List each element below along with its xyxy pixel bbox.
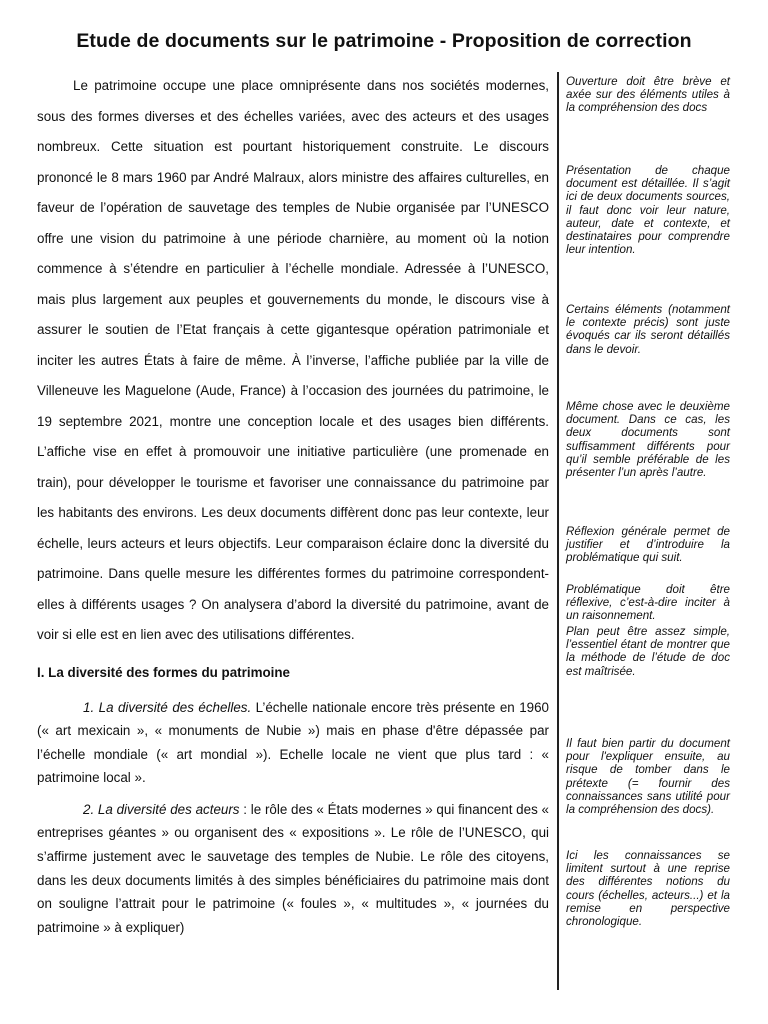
column-divider xyxy=(557,72,559,990)
margin-note: Ouverture doit être brève et axée sur des éléments utiles à la compréhension des docs xyxy=(566,75,730,115)
margin-note: Même chose avec le deuxième document. Dans ce cas, les deux documents sont suffisamment différents pour qu’il semble préférable de les présenter l’un après l’autre. xyxy=(566,400,730,480)
margin-note: Réflexion générale permet de justifier et d’introduire la problématique qui suit. xyxy=(566,525,730,565)
document-title: Etude de documents sur le patrimoine - Proposition de correction xyxy=(76,30,692,52)
margin-note: Certains éléments (notamment le contexte précis) sont juste évoqués car ils seront détaillés dans le devoir. xyxy=(566,303,730,356)
margin-note: Ici les connaissances se limitent surtout à une reprise des différentes notions du cours (échelles, acteurs...) et la remise en perspective chronologique. xyxy=(566,849,730,929)
introduction-paragraph: Le patrimoine occupe une place omniprésente dans nos sociétés modernes, sous des formes diverses et des échelles variées, avec des acteurs et des usages nombreux. Cette situation est pourtant historiquement construite. Le discours prononcé le 8 mars 1960 par André Malraux, alors ministre des affaires culturelles, en faveur de l’opération de sauvetage des temples de Nubie organisée par l’UNESCO offre une vision du patrimoine à une période charnière, au moment où la notion commence à s’étendre en particulier à l’échelle mondiale. Adressée à l’UNESCO, mais plus largement aux peuples et gouvernements du monde, le discours vise à assurer le soutien de l’Etat français à cette gigantesque opération patrimoniale et inciter les autres États à faire de même. À l’inverse, l’affiche publiée par la ville de Villeneuve les Maguelone (Aude, France) à l’occasion des journées du patrimoine, le 19 septembre 2021, montre une conception locale et des usages bien différents. L’affiche vise en effet à promouvoir une initiative particulière (une promenade en train), pour développer le tourisme et favoriser une connaissance du patrimoine par les habitants des environs. Les deux documents diffèrent donc pas leur contexte, leur échelle, leurs acteurs et leurs objectifs. Leur comparaison éclaire donc la diversité du patrimoine. Dans quelle mesure les différentes formes du patrimoine correspondent-elles à différents usages ? On analysera d’abord la diversité du patrimoine, avant de voir si elle est en lien avec des utilisations différentes. xyxy=(37,78,549,642)
margin-note: Plan peut être assez simple, l’essentiel étant de montrer que la méthode de l’étude de doc est maîtrisée. xyxy=(566,625,730,678)
margin-note: Présentation de chaque document est détaillée. Il s’agit ici de deux documents sources, il faut donc voir leur nature, auteur, date et contexte, et destinataires pour comprendre leur intention. xyxy=(566,164,730,257)
subsection-actors-text: : le rôle des « États modernes » qui financent des « entreprises géantes » ou organisent des « expositions ». Le rôle de l’UNESCO, qui s’affirme justement avec le sauvetage des temples de Nubie. Le rôle des citoyens, dans les deux documents limités à des simples bénéficiaires du patrimoine mais dont on souligne l’attrait pour le patrimoine (« foules », « multitudes », « journées du patrimoine » à expliquer) xyxy=(37,801,549,935)
subsection-actors xyxy=(37,798,549,940)
margin-note: Problématique doit être réflexive, c’est-à-dire inciter à un raisonnement. xyxy=(566,583,730,623)
section-heading: I. La diversité des formes du patrimoine xyxy=(37,664,291,680)
margin-note: Il faut bien partir du document pour l'expliquer ensuite, au risque de tomber dans le prétexte (= fournir des connaissances sans utilité pour la compréhension des docs). xyxy=(566,737,730,817)
subsection-scales xyxy=(37,696,549,790)
subsection-scales-title: 1. La diversité des échelles. xyxy=(83,699,252,715)
subsection-actors-title: 2. La diversité des acteurs xyxy=(83,801,240,817)
main-text-column xyxy=(37,71,549,947)
subsection-scales-text: L’échelle nationale encore très présente en 1960 (« art mexicain », « monuments de Nubie ») mais en phase d'être dépassée par l’échelle mondiale (« art mondial »). Echelle locale ne vient que plus tard : « patrimoine local ». xyxy=(37,699,549,786)
